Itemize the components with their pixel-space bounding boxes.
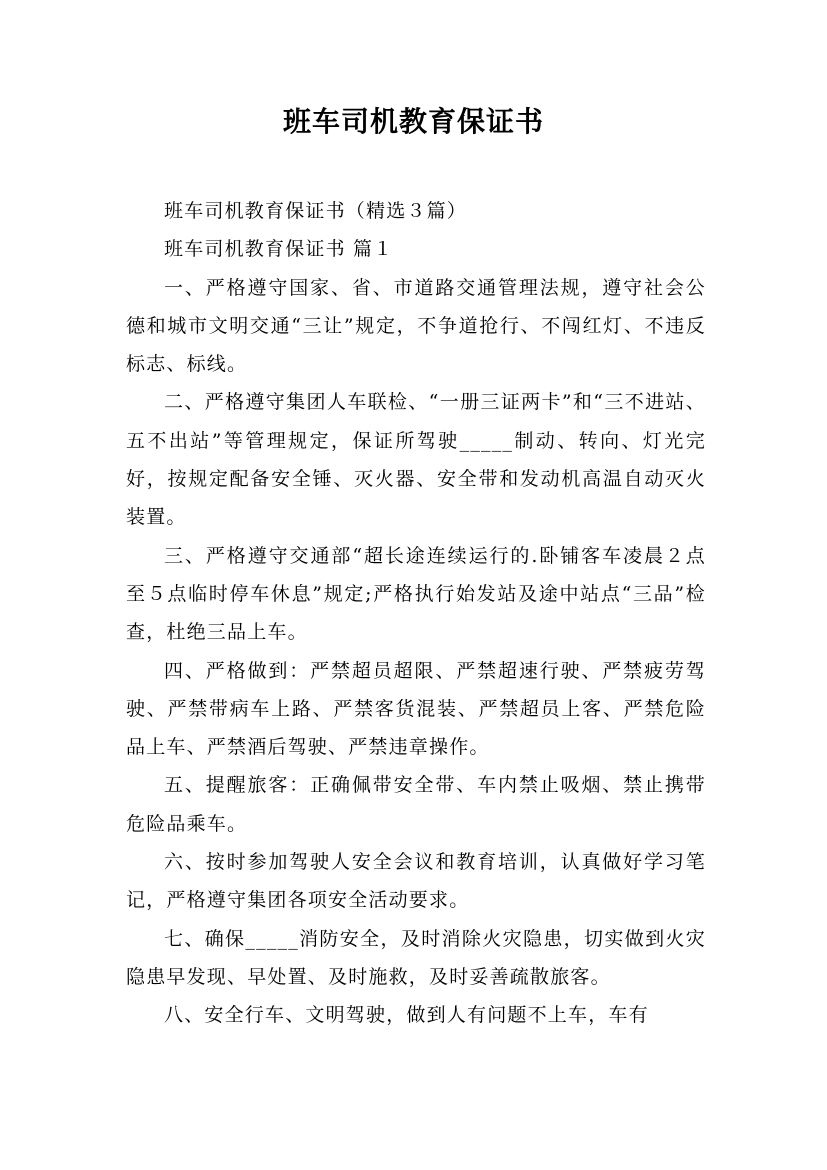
paragraph-item-3: 三、严格遵守交通部“超长途连续运行的.卧铺客车凌晨２点至５点临时停车休息”规定;严格执行始发站及途中站点“三品”检查，杜绝三品上车。 <box>126 544 706 644</box>
paragraph-subtitle: 班车司机教育保证书（精选３篇） <box>164 200 468 222</box>
paragraph-item-1: 一、严格遵守国家、省、市道路交通管理法规，遵守社会公德和城市文明交通“三让”规定，不争道抢行、不闯红灯、不违反标志、标线。 <box>126 276 706 376</box>
document-body <box>126 192 706 1035</box>
paragraph-item-8: 八、安全行车、文明驾驶，做到人有问题不上车，车有 <box>164 1004 649 1027</box>
paragraph-item-7: 七、确保_____消防安全，及时消除火灾隐患，切实做到火灾隐患早发现、早处置、及时施救，及时妥善疏散旅客。 <box>126 927 706 988</box>
paragraph-item-4: 四、严格做到：严禁超员超限、严禁超速行驶、严禁疲劳驾驶、严禁带病车上路、严禁客货混装、严禁超员上客、严禁危险品上车、严禁酒后驾驶、严禁违章操作。 <box>126 659 706 759</box>
paragraph-item-2: 二、严格遵守集团人车联检、“一册三证两卡”和“三不进站、五不出站”等管理规定，保证所驾驶_____制动、转向、灯光完好，按规定配备安全锤、灭火器、安全带和发动机高温自动灭火装置。 <box>126 391 706 529</box>
document-title: 班车司机教育保证书 <box>282 105 544 138</box>
paragraph-item-6: 六、按时参加驾驶人安全会议和教育培训，认真做好学习笔记，严格遵守集团各项安全活动要求。 <box>126 851 706 912</box>
paragraph-section-heading: 班车司机教育保证书 篇１ <box>164 238 394 261</box>
paragraph-item-5: 五、提醒旅客：正确佩带安全带、车内禁止吸烟、禁止携带危险品乘车。 <box>126 774 706 835</box>
